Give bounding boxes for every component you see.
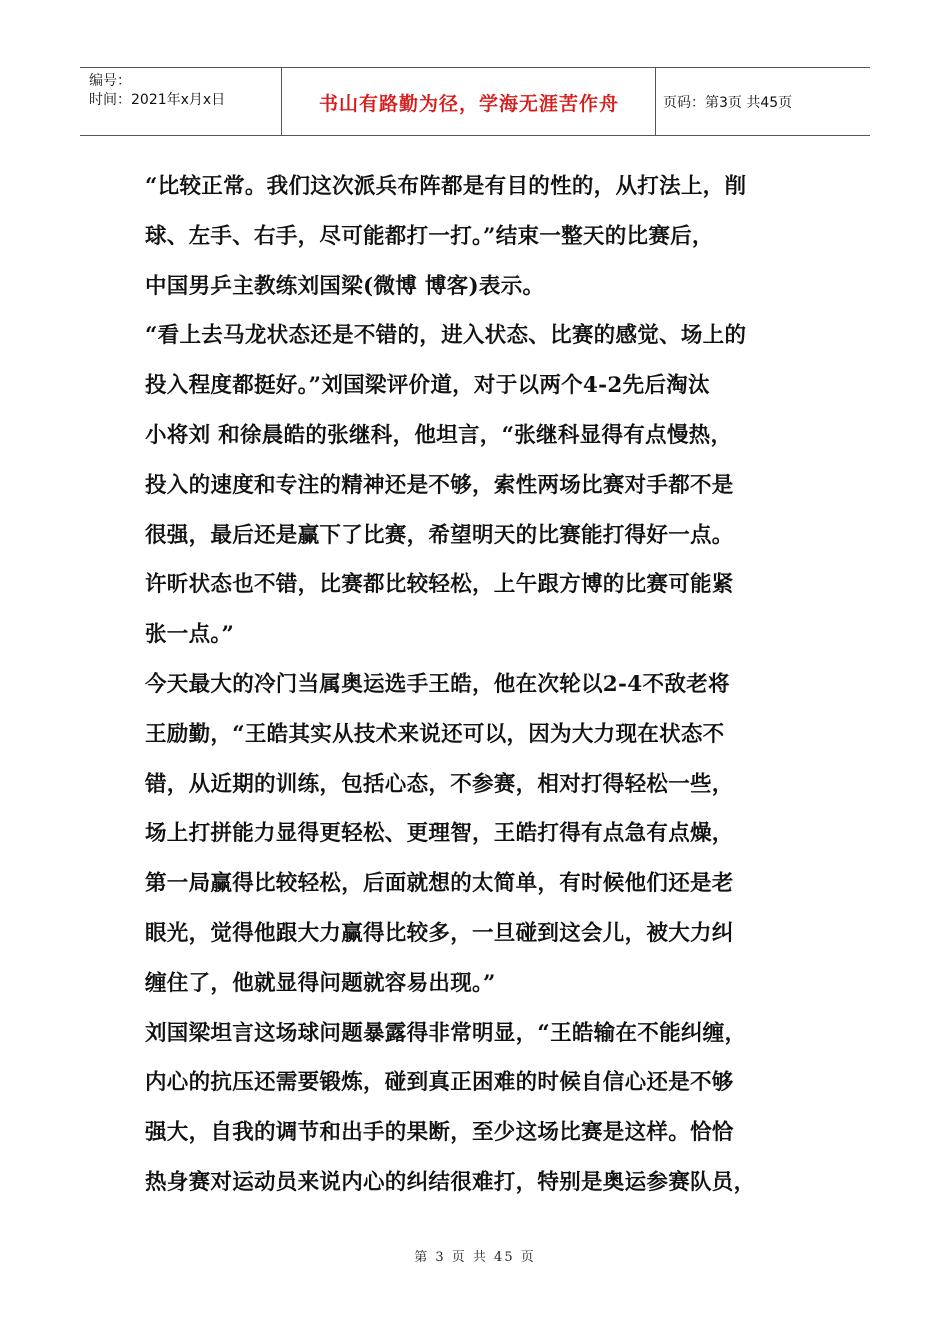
page-footer: 第 3 页 共 45 页 — [414, 1250, 536, 1265]
header-page-info: 页码：第3页 共45页 — [663, 95, 793, 111]
body-line: 强大，自我的调节和出手的果断，至少这场比赛是这样。恰恰 — [145, 1120, 734, 1146]
body-line: 眼光，觉得他跟大力赢得比较多，一旦碰到这会儿，被大力纠 — [145, 920, 734, 946]
body-line: 第一局赢得比较轻松，后面就想的太简单，有时候他们还是老 — [145, 871, 734, 897]
number-label: 编号： — [89, 73, 131, 89]
body-line: 热身赛对运动员来说内心的纠结很难打，特别是奥运参赛队员， — [145, 1169, 756, 1195]
header-divider-right — [655, 68, 656, 135]
article-body — [145, 162, 845, 1208]
body-line: 小将刘 和徐晨皓的张继科，他坦言，“张继科显得有点慢热， — [145, 422, 733, 448]
body-line: 今天最大的冷门当属奥运选手王皓，他在次轮以2-4不敌老将 — [145, 671, 730, 697]
header-motto: 书山有路勤为径，学海无涯苦作舟 — [318, 92, 619, 115]
body-line: 很强，最后还是赢下了比赛，希望明天的比赛能打得好一点。 — [145, 522, 734, 548]
date-label: 时间：2021年x月x日 — [89, 92, 226, 108]
header-meta — [89, 72, 225, 110]
body-line: 球、左手、右手，尽可能都打一打。”结束一整天的比赛后， — [145, 223, 714, 249]
body-line: 中国男乒主教练刘国梁(微博 博客)表示。 — [145, 273, 545, 299]
document-header — [80, 67, 870, 136]
body-line: 内心的抗压还需要锻炼，碰到真正困难的时候自信心还是不够 — [145, 1070, 734, 1096]
body-line: 刘国梁坦言这场球问题暴露得非常明显，“王皓输在不能纠缠， — [145, 1020, 747, 1046]
body-line: 张一点。” — [145, 622, 235, 648]
body-line: 缠住了，他就显得问题就容易出现。” — [145, 970, 496, 996]
body-line: 许昕状态也不错，比赛都比较轻松，上午跟方博的比赛可能紧 — [145, 572, 734, 598]
body-line: “比较正常。我们这次派兵布阵都是有目的性的，从打法上，削 — [145, 174, 747, 199]
body-line: 错，从近期的训练，包括心态，不参赛，相对打得轻松一些， — [145, 771, 734, 797]
body-line: 王励勤，“王皓其实从技术来说还可以，因为大力现在状态不 — [145, 721, 725, 747]
header-divider-left — [281, 68, 282, 135]
body-line: “看上去马龙状态还是不错的，进入状态、比赛的感觉、场上的 — [145, 323, 747, 349]
body-line: 投入的速度和专注的精神还是不够，索性两场比赛对手都不是 — [145, 472, 734, 498]
body-line: 投入程度都挺好。”刘国梁评价道，对于以两个4-2先后淘汰 — [145, 373, 710, 399]
body-line: 场上打拼能力显得更轻松、更理智，王皓打得有点急有点燥， — [145, 821, 734, 847]
